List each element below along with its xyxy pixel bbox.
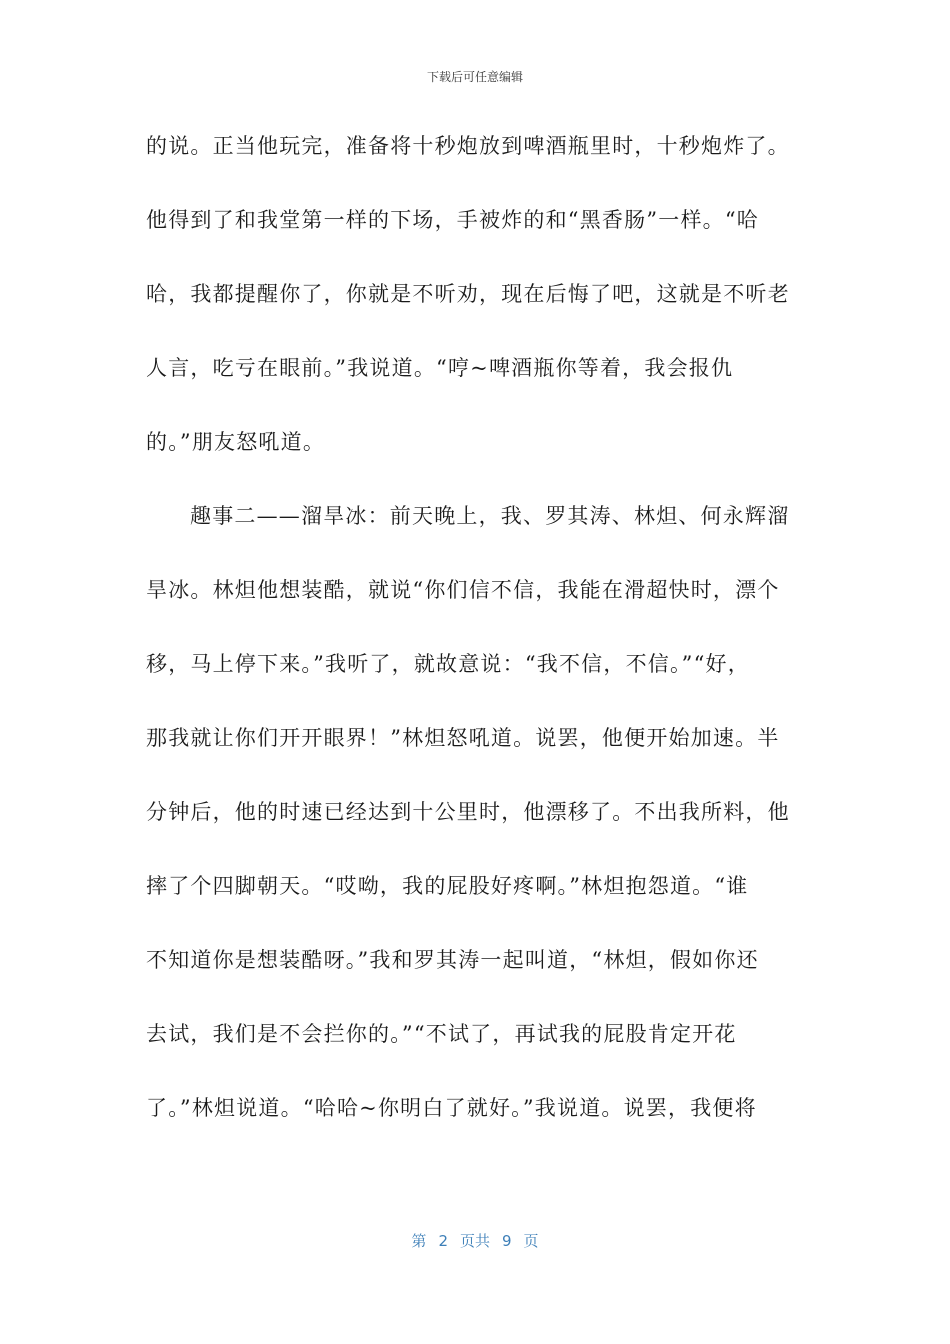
text-line: 哈，我都提醒你了，你就是不听劝，现在后悔了吧，这就是不听老 xyxy=(146,282,790,306)
text-line: 人言，吃亏在眼前。”我说道。“哼~啤酒瓶你等着，我会报仇 xyxy=(146,356,734,380)
text-line: 他得到了和我堂第一样的下场，手被炸的和“黑香肠”一样。“哈 xyxy=(146,208,760,232)
page-footer xyxy=(0,1230,950,1251)
document-body xyxy=(146,126,806,1162)
total-page-count: 9 xyxy=(502,1232,512,1250)
text-line: 不知道你是想装酷呀。”我和罗其涛一起叫道，“林炟，假如你还 xyxy=(146,948,759,972)
page-header: 下载后可任意编辑 xyxy=(426,70,523,84)
text-line: 摔了个四脚朝天。“哎呦，我的屁股好疼啊。”林炟抱怨道。“谁 xyxy=(146,874,749,898)
text-line: 移，马上停下来。”我听了，就故意说：“我不信，不信。”“好， xyxy=(146,652,750,676)
paragraph-start-line: 趣事二——溜旱冰：前天晚上，我、罗其涛、林炟、何永辉溜 xyxy=(190,504,790,528)
footer-suffix: 页 xyxy=(523,1232,539,1250)
footer-prefix: 第 xyxy=(411,1232,427,1250)
text-line: 了。”林炟说道。“哈哈~你明白了就好。”我说道。说罢，我便将 xyxy=(146,1096,757,1120)
text-line: 那我就让你们开开眼界！”林炟怒吼道。说罢，他便开始加速。半 xyxy=(146,726,780,750)
text-line: 旱冰。林炟他想装酷，就说“你们信不信，我能在滑超快时，漂个 xyxy=(146,578,780,602)
footer-middle: 页共 xyxy=(459,1232,490,1250)
text-line: 分钟后，他的时速已经达到十公里时，他漂移了。不出我所料，他 xyxy=(146,800,790,824)
text-line: 的。”朋友怒吼道。 xyxy=(146,430,326,454)
current-page-number: 2 xyxy=(438,1232,448,1250)
text-line: 去试，我们是不会拦你的。”“不试了，再试我的屁股肯定开花 xyxy=(146,1022,737,1046)
text-line: 的说。正当他玩完，准备将十秒炮放到啤酒瓶里时，十秒炮炸了。 xyxy=(146,134,790,158)
